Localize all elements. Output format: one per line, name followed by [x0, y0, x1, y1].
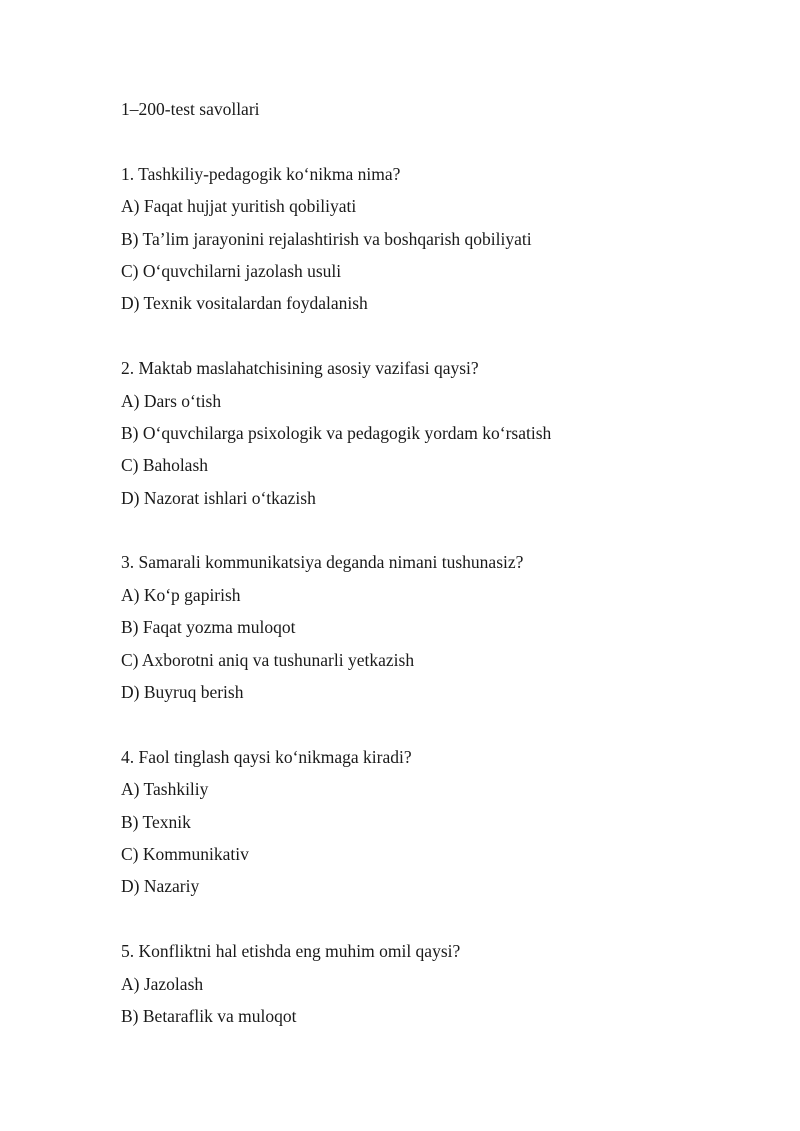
- question-2: [121, 352, 761, 514]
- question-text: 4. Faol tinglash qaysi koʻnikmaga kiradi?: [121, 746, 412, 767]
- document-body: [121, 93, 761, 1065]
- answer-option-a: A) Faqat hujjat yuritish qobiliyati: [121, 196, 357, 217]
- answer-option-b: B) Texnik: [121, 811, 191, 832]
- answer-option-c: C) Axborotni aniq va tushunarli yetkazish: [121, 649, 415, 670]
- question-text: 1. Tashkiliy-pedagogik koʻnikma nima?: [121, 163, 401, 184]
- answer-option-a: A) Tashkiliy: [121, 779, 209, 800]
- answer-option-a: A) Koʻp gapirish: [121, 584, 241, 605]
- answer-option-d: D) Nazorat ishlari oʻtkazish: [121, 487, 316, 508]
- answer-option-c: C) Baholash: [121, 455, 209, 476]
- question-text: 3. Samarali kommunikatsiya deganda nimani tushunasiz?: [121, 552, 524, 573]
- question-text: 5. Konfliktni hal etishda eng muhim omil qaysi?: [121, 941, 461, 962]
- answer-option-c: C) Oʻquvchilarni jazolash usuli: [121, 260, 342, 281]
- answer-option-d: D) Texnik vositalardan foydalanish: [121, 293, 368, 314]
- answer-option-c: C) Kommunikativ: [121, 843, 249, 864]
- answer-option-b: B) Faqat yozma muloqot: [121, 617, 296, 638]
- answer-option-a: A) Dars oʻtish: [121, 390, 222, 411]
- question-3: [121, 546, 761, 708]
- question-1: [121, 158, 761, 320]
- answer-option-d: D) Nazariy: [121, 876, 200, 897]
- answer-option-d: D) Buyruq berish: [121, 682, 244, 703]
- question-4: [121, 741, 761, 903]
- answer-option-b: B) Betaraflik va muloqot: [121, 1005, 297, 1026]
- question-text: 2. Maktab maslahatchisining asosiy vazifasi qaysi?: [121, 358, 479, 379]
- answer-option-b: B) Taʼlim jarayonini rejalashtirish va boshqarish qobiliyati: [121, 228, 532, 249]
- question-5: [121, 935, 761, 1032]
- document-title: 1–200-test savollari: [121, 99, 260, 119]
- answer-option-b: B) Oʻquvchilarga psixologik va pedagogik yordam koʻrsatish: [121, 422, 552, 443]
- answer-option-a: A) Jazolash: [121, 973, 204, 994]
